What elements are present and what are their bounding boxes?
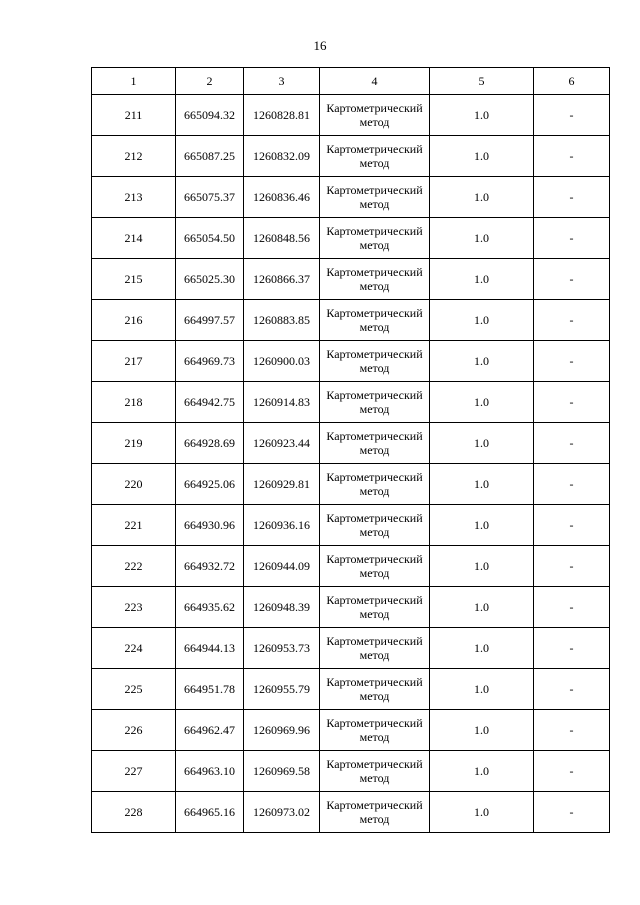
- note-cell: -: [534, 136, 610, 177]
- x-coordinate-cell: 664925.06: [176, 464, 244, 505]
- header-cell-3: 3: [244, 68, 320, 95]
- note-cell: -: [534, 546, 610, 587]
- method-cell: Картометрический метод: [320, 136, 430, 177]
- accuracy-cell: 1.0: [430, 669, 534, 710]
- table-row: [92, 669, 610, 710]
- note-cell: -: [534, 751, 610, 792]
- table-row: [92, 95, 610, 136]
- table-row: [92, 218, 610, 259]
- y-coordinate-cell: 1260848.56: [244, 218, 320, 259]
- x-coordinate-cell: 664930.96: [176, 505, 244, 546]
- note-cell: -: [534, 628, 610, 669]
- accuracy-cell: 1.0: [430, 710, 534, 751]
- accuracy-cell: 1.0: [430, 177, 534, 218]
- note-cell: -: [534, 300, 610, 341]
- x-coordinate-cell: 664962.47: [176, 710, 244, 751]
- table-row: [92, 464, 610, 505]
- method-cell: Картометрический метод: [320, 587, 430, 628]
- note-cell: -: [534, 95, 610, 136]
- x-coordinate-cell: 665025.30: [176, 259, 244, 300]
- method-cell: Картометрический метод: [320, 300, 430, 341]
- point-number-cell: 223: [92, 587, 176, 628]
- note-cell: -: [534, 218, 610, 259]
- y-coordinate-cell: 1260828.81: [244, 95, 320, 136]
- y-coordinate-cell: 1260969.58: [244, 751, 320, 792]
- accuracy-cell: 1.0: [430, 587, 534, 628]
- table-row: [92, 177, 610, 218]
- note-cell: -: [534, 587, 610, 628]
- y-coordinate-cell: 1260955.79: [244, 669, 320, 710]
- note-cell: -: [534, 710, 610, 751]
- table-row: [92, 341, 610, 382]
- point-number-cell: 217: [92, 341, 176, 382]
- accuracy-cell: 1.0: [430, 628, 534, 669]
- table-row: [92, 505, 610, 546]
- x-coordinate-cell: 664928.69: [176, 423, 244, 464]
- y-coordinate-cell: 1260944.09: [244, 546, 320, 587]
- table-row: [92, 546, 610, 587]
- y-coordinate-cell: 1260973.02: [244, 792, 320, 833]
- y-coordinate-cell: 1260832.09: [244, 136, 320, 177]
- table-row: [92, 259, 610, 300]
- point-number-cell: 225: [92, 669, 176, 710]
- method-cell: Картометрический метод: [320, 751, 430, 792]
- x-coordinate-cell: 664963.10: [176, 751, 244, 792]
- point-number-cell: 220: [92, 464, 176, 505]
- y-coordinate-cell: 1260914.83: [244, 382, 320, 423]
- x-coordinate-cell: 664969.73: [176, 341, 244, 382]
- y-coordinate-cell: 1260883.85: [244, 300, 320, 341]
- table-row: [92, 587, 610, 628]
- note-cell: -: [534, 259, 610, 300]
- x-coordinate-cell: 665054.50: [176, 218, 244, 259]
- accuracy-cell: 1.0: [430, 136, 534, 177]
- page-number: 16: [313, 38, 327, 53]
- header-cell-5: 5: [430, 68, 534, 95]
- point-number-cell: 212: [92, 136, 176, 177]
- point-number-cell: 224: [92, 628, 176, 669]
- accuracy-cell: 1.0: [430, 95, 534, 136]
- method-cell: Картометрический метод: [320, 546, 430, 587]
- point-number-cell: 226: [92, 710, 176, 751]
- table-row: [92, 710, 610, 751]
- accuracy-cell: 1.0: [430, 382, 534, 423]
- table-row: [92, 423, 610, 464]
- method-cell: Картометрический метод: [320, 423, 430, 464]
- method-cell: Картометрический метод: [320, 792, 430, 833]
- x-coordinate-cell: 664944.13: [176, 628, 244, 669]
- accuracy-cell: 1.0: [430, 751, 534, 792]
- table-row: [92, 751, 610, 792]
- point-number-cell: 222: [92, 546, 176, 587]
- x-coordinate-cell: 664935.62: [176, 587, 244, 628]
- x-coordinate-cell: 664965.16: [176, 792, 244, 833]
- note-cell: -: [534, 341, 610, 382]
- accuracy-cell: 1.0: [430, 341, 534, 382]
- table-row: [92, 300, 610, 341]
- x-coordinate-cell: 665075.37: [176, 177, 244, 218]
- y-coordinate-cell: 1260953.73: [244, 628, 320, 669]
- accuracy-cell: 1.0: [430, 546, 534, 587]
- y-coordinate-cell: 1260936.16: [244, 505, 320, 546]
- x-coordinate-cell: 664997.57: [176, 300, 244, 341]
- accuracy-cell: 1.0: [430, 423, 534, 464]
- x-coordinate-cell: 664951.78: [176, 669, 244, 710]
- note-cell: -: [534, 505, 610, 546]
- method-cell: Картометрический метод: [320, 341, 430, 382]
- point-number-cell: 227: [92, 751, 176, 792]
- y-coordinate-cell: 1260900.03: [244, 341, 320, 382]
- method-cell: Картометрический метод: [320, 710, 430, 751]
- x-coordinate-cell: 664932.72: [176, 546, 244, 587]
- point-number-cell: 218: [92, 382, 176, 423]
- point-number-cell: 219: [92, 423, 176, 464]
- header-cell-2: 2: [176, 68, 244, 95]
- table-row: [92, 628, 610, 669]
- y-coordinate-cell: 1260948.39: [244, 587, 320, 628]
- accuracy-cell: 1.0: [430, 792, 534, 833]
- note-cell: -: [534, 423, 610, 464]
- point-number-cell: 213: [92, 177, 176, 218]
- table-body: [92, 95, 610, 833]
- method-cell: Картометрический метод: [320, 505, 430, 546]
- accuracy-cell: 1.0: [430, 300, 534, 341]
- header-cell-1: 1: [92, 68, 176, 95]
- accuracy-cell: 1.0: [430, 259, 534, 300]
- y-coordinate-cell: 1260969.96: [244, 710, 320, 751]
- table-row: [92, 382, 610, 423]
- table-header: [92, 68, 610, 95]
- note-cell: -: [534, 464, 610, 505]
- accuracy-cell: 1.0: [430, 505, 534, 546]
- method-cell: Картометрический метод: [320, 259, 430, 300]
- x-coordinate-cell: 665094.32: [176, 95, 244, 136]
- point-number-cell: 216: [92, 300, 176, 341]
- y-coordinate-cell: 1260929.81: [244, 464, 320, 505]
- accuracy-cell: 1.0: [430, 464, 534, 505]
- table-row: [92, 136, 610, 177]
- note-cell: -: [534, 382, 610, 423]
- note-cell: -: [534, 669, 610, 710]
- y-coordinate-cell: 1260836.46: [244, 177, 320, 218]
- y-coordinate-cell: 1260866.37: [244, 259, 320, 300]
- point-number-cell: 228: [92, 792, 176, 833]
- x-coordinate-cell: 664942.75: [176, 382, 244, 423]
- y-coordinate-cell: 1260923.44: [244, 423, 320, 464]
- note-cell: -: [534, 177, 610, 218]
- header-cell-6: 6: [534, 68, 610, 95]
- note-cell: -: [534, 792, 610, 833]
- method-cell: Картометрический метод: [320, 95, 430, 136]
- method-cell: Картометрический метод: [320, 382, 430, 423]
- method-cell: Картометрический метод: [320, 177, 430, 218]
- method-cell: Картометрический метод: [320, 464, 430, 505]
- method-cell: Картометрический метод: [320, 669, 430, 710]
- header-row: [92, 68, 610, 95]
- point-number-cell: 214: [92, 218, 176, 259]
- x-coordinate-cell: 665087.25: [176, 136, 244, 177]
- method-cell: Картометрический метод: [320, 218, 430, 259]
- point-number-cell: 211: [92, 95, 176, 136]
- point-number-cell: 221: [92, 505, 176, 546]
- accuracy-cell: 1.0: [430, 218, 534, 259]
- coordinates-table: [91, 67, 610, 833]
- header-cell-4: 4: [320, 68, 430, 95]
- table-row: [92, 792, 610, 833]
- method-cell: Картометрический метод: [320, 628, 430, 669]
- point-number-cell: 215: [92, 259, 176, 300]
